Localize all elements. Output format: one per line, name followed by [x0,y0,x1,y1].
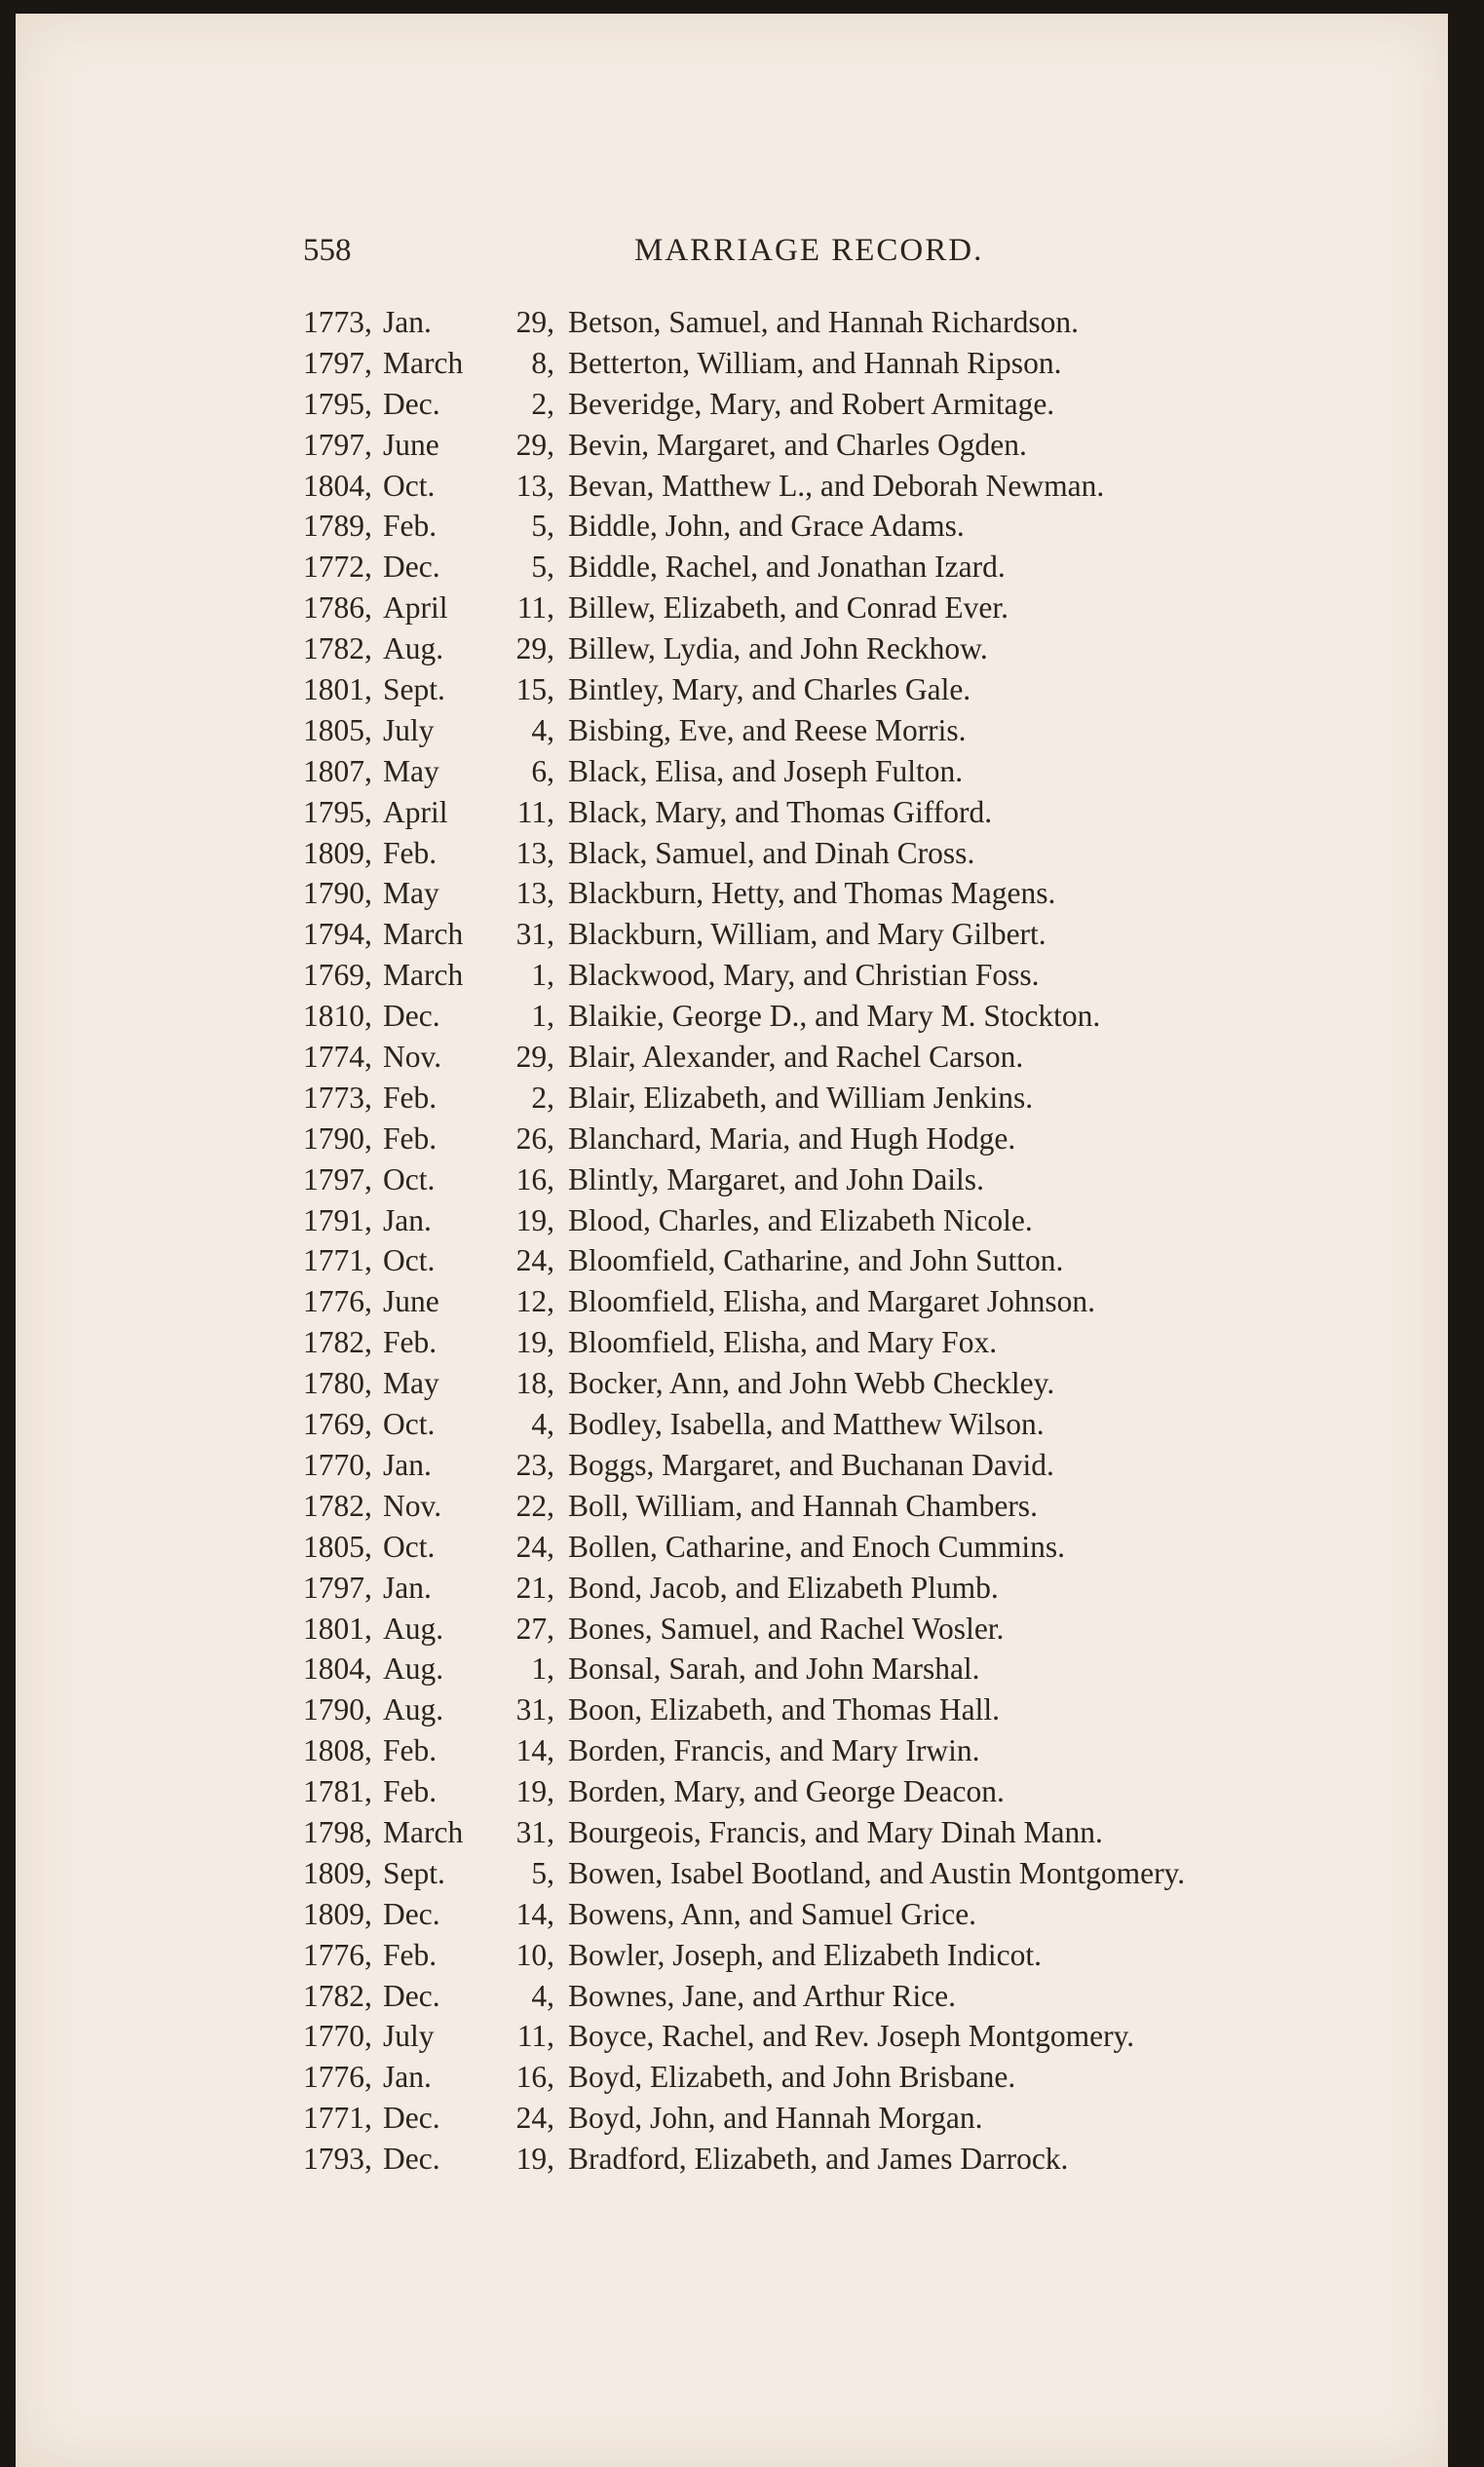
record-names: Bloomfield, Elisha, and Margaret Johnson. [568,1284,1095,1319]
record-month: March [383,917,464,952]
record-month: Oct. [383,1529,436,1564]
record-names: Boon, Elizabeth, and Thomas Hall. [568,1692,1000,1727]
record-day: 12, [515,1284,554,1319]
record-month: May [383,1366,439,1401]
record-year: 1801, [303,1611,372,1646]
record-names: Bonsal, Sarah, and John Marshal. [568,1651,980,1687]
record-day: 19, [515,2142,554,2177]
record-month: Dec. [383,550,440,585]
record-day: 26, [515,1120,554,1156]
record-year: 1807, [303,753,372,788]
record-names: Blanchard, Maria, and Hugh Hodge. [568,1120,1016,1156]
record-names: Boyd, Elizabeth, and John Brisbane. [568,2060,1016,2095]
record-day: 15, [515,672,554,707]
record-names: Boyd, John, and Hannah Morgan. [568,2101,983,2136]
record-year: 1782, [303,631,372,666]
record-year: 1776, [303,1284,372,1319]
record-month: April [383,794,448,829]
record-names: Blackburn, William, and Mary Gilbert. [568,917,1046,952]
record-names: Billew, Elizabeth, and Conrad Ever. [568,590,1008,626]
record-year: 1773, [303,305,372,339]
record-month: Dec. [383,2101,440,2136]
record-year: 1790, [303,876,372,911]
record-names: Biddle, John, and Grace Adams. [568,509,965,544]
record-names: Black, Elisa, and Joseph Fulton. [568,753,964,788]
record-day: 4, [531,712,554,747]
record-day: 19, [515,1202,554,1237]
record-day: 2, [531,1080,554,1115]
record-year: 1770, [303,2019,372,2054]
record-month: Dec. [383,1978,440,2013]
record-year: 1786, [303,590,372,626]
record-day: 16, [515,2060,554,2095]
record-month: Dec. [383,1896,440,1931]
record-month: Aug. [383,1692,444,1727]
record-day: 1, [531,1651,554,1687]
record-names: Bond, Jacob, and Elizabeth Plumb. [568,1570,999,1605]
record-names: Blair, Elizabeth, and William Jenkins. [568,1080,1034,1115]
record-year: 1774, [303,1040,372,1075]
record-month: July [383,2019,435,2054]
record-day: 5, [531,509,554,544]
record-year: 1790, [303,1120,372,1156]
record-month: March [383,958,464,993]
record-month: Sept. [383,672,445,707]
record-month: Feb. [383,835,438,870]
record-names: Borden, Mary, and George Deacon. [568,1774,1005,1809]
record-names: Bones, Samuel, and Rachel Wosler. [568,1611,1005,1646]
record-year: 1780, [303,1366,372,1401]
record-year: 1769, [303,1407,372,1442]
record-month: Feb. [383,1774,438,1809]
record-year: 1781, [303,1774,372,1809]
record-names: Boyce, Rachel, and Rev. Joseph Montgomery. [568,2019,1135,2054]
record-day: 22, [515,1488,554,1523]
record-year: 1771, [303,2101,372,2136]
record-month: Dec. [383,999,440,1034]
record-month: Aug. [383,1611,444,1646]
record-day: 11, [516,2019,554,2054]
record-day: 11, [516,794,554,829]
record-names: Bowens, Ann, and Samuel Grice. [568,1896,977,1931]
record-year: 1770, [303,1447,372,1482]
record-month: Oct. [383,1407,436,1442]
record-year: 1809, [303,835,372,870]
record-day: 31, [515,917,554,952]
record-year: 1798, [303,1814,372,1849]
record-names: Bourgeois, Francis, and Mary Dinah Mann. [568,1814,1103,1849]
record-month: July [383,712,435,747]
record-year: 1791, [303,1202,372,1237]
record-names: Boll, William, and Hannah Chambers. [568,1488,1038,1523]
record-month: Oct. [383,1243,436,1278]
record-month: Oct. [383,1161,436,1196]
record-year: 1782, [303,1488,372,1523]
record-month: Nov. [383,1040,442,1075]
record-day: 5, [531,1855,554,1890]
record-month: Oct. [383,468,436,503]
record-month: April [383,590,448,626]
record-day: 31, [515,1814,554,1849]
record-names: Blair, Alexander, and Rachel Carson. [568,1040,1024,1075]
record-names: Borden, Francis, and Mary Irwin. [568,1733,980,1768]
record-names: Beveridge, Mary, and Robert Armitage. [568,386,1055,421]
record-year: 1804, [303,468,372,503]
record-month: Feb. [383,509,438,544]
record-names: Bloomfield, Elisha, and Mary Fox. [568,1325,998,1360]
record-month: Aug. [383,631,444,666]
record-year: 1772, [303,550,372,585]
record-month: May [383,876,439,911]
record-year: 1795, [303,386,372,421]
record-month: Aug. [383,1651,444,1687]
record-day: 14, [515,1733,554,1768]
record-names: Bloomfield, Catharine, and John Sutton. [568,1243,1064,1278]
record-month: Jan. [383,2060,432,2095]
page-header [303,233,1073,276]
record-day: 29, [515,1040,554,1075]
record-year: 1795, [303,794,372,829]
record-day: 19, [515,1325,554,1360]
record-year: 1769, [303,958,372,993]
record-year: 1801, [303,672,372,707]
record-year: 1804, [303,1651,372,1687]
record-month: Jan. [383,1202,432,1237]
record-day: 29, [515,305,554,339]
page-number: 558 [303,233,352,268]
record-year: 1797, [303,1161,372,1196]
record-year: 1776, [303,2060,372,2095]
record-year: 1797, [303,427,372,462]
record-names: Biddle, Rachel, and Jonathan Izard. [568,550,1006,585]
record-day: 18, [515,1366,554,1401]
record-year: 1794, [303,917,372,952]
record-day: 13, [515,835,554,870]
record-day: 24, [515,1243,554,1278]
record-day: 23, [515,1447,554,1482]
record-names: Betterton, William, and Hannah Ripson. [568,345,1062,380]
record-year: 1771, [303,1243,372,1278]
record-year: 1793, [303,2142,372,2177]
record-month: June [383,1284,439,1319]
record-names: Blackburn, Hetty, and Thomas Magens. [568,876,1056,911]
record-names: Bintley, Mary, and Charles Gale. [568,672,971,707]
record-day: 24, [515,2101,554,2136]
record-day: 4, [531,1407,554,1442]
record-names: Betson, Samuel, and Hannah Richardson. [568,305,1080,339]
record-names: Blood, Charles, and Elizabeth Nicole. [568,1202,1033,1237]
record-day: 13, [515,468,554,503]
record-day: 29, [515,427,554,462]
record-day: 13, [515,876,554,911]
record-month: Dec. [383,386,440,421]
record-day: 5, [531,550,554,585]
record-names: Boggs, Margaret, and Buchanan David. [568,1447,1054,1482]
record-day: 10, [515,1937,554,1972]
record-day: 2, [531,386,554,421]
book-page [16,14,1448,2467]
record-year: 1808, [303,1733,372,1768]
record-names: Bowler, Joseph, and Elizabeth Indicot. [568,1937,1042,1972]
record-month: Jan. [383,305,432,339]
record-year: 1773, [303,1080,372,1115]
record-year: 1797, [303,345,372,380]
record-month: Feb. [383,1325,438,1360]
record-day: 31, [515,1692,554,1727]
record-year: 1810, [303,999,372,1034]
record-year: 1809, [303,1896,372,1931]
record-names: Blackwood, Mary, and Christian Foss. [568,958,1040,993]
running-title: MARRIAGE RECORD. [634,233,984,268]
record-day: 19, [515,1774,554,1809]
record-day: 14, [515,1896,554,1931]
record-names: Bocker, Ann, and John Webb Checkley. [568,1366,1055,1401]
record-year: 1782, [303,1978,372,2013]
record-day: 4, [531,1978,554,2013]
record-month: Feb. [383,1733,438,1768]
record-year: 1805, [303,1529,372,1564]
record-names: Black, Samuel, and Dinah Cross. [568,835,975,870]
record-day: 1, [531,958,554,993]
record-month: March [383,345,464,380]
record-names: Billew, Lydia, and John Reckhow. [568,631,988,666]
record-names: Bollen, Catharine, and Enoch Cummins. [568,1529,1066,1564]
record-month: Feb. [383,1120,438,1156]
record-day: 21, [515,1570,554,1605]
record-year: 1776, [303,1937,372,1972]
record-month: Jan. [383,1570,432,1605]
record-names: Bodley, Isabella, and Matthew Wilson. [568,1407,1045,1442]
record-names: Blintly, Margaret, and John Dails. [568,1161,984,1196]
record-year: 1789, [303,509,372,544]
record-month: Feb. [383,1080,438,1115]
record-day: 24, [515,1529,554,1564]
record-names: Black, Mary, and Thomas Gifford. [568,794,993,829]
record-year: 1805, [303,712,372,747]
record-month: June [383,427,439,462]
record-year: 1790, [303,1692,372,1727]
record-month: March [383,1814,464,1849]
record-month: Jan. [383,1447,432,1482]
record-names: Bowen, Isabel Bootland, and Austin Montgomery. [568,1855,1186,1890]
record-month: May [383,753,439,788]
record-names: Bradford, Elizabeth, and James Darrock. [568,2142,1069,2177]
record-day: 16, [515,1161,554,1196]
record-day: 1, [531,999,554,1034]
record-day: 6, [531,753,554,788]
record-names: Bevin, Margaret, and Charles Ogden. [568,427,1027,462]
record-day: 27, [515,1611,554,1646]
record-month: Dec. [383,2142,440,2177]
record-month: Feb. [383,1937,438,1972]
record-names: Bisbing, Eve, and Reese Morris. [568,712,967,747]
record-names: Bownes, Jane, and Arthur Rice. [568,1978,957,2013]
record-year: 1797, [303,1570,372,1605]
record-month: Sept. [383,1855,445,1890]
record-month: Nov. [383,1488,442,1523]
record-year: 1809, [303,1855,372,1890]
record-names: Bevan, Matthew L., and Deborah Newman. [568,468,1105,503]
record-names: Blaikie, George D., and Mary M. Stockton. [568,999,1101,1034]
record-day: 11, [516,590,554,626]
record-day: 29, [515,631,554,666]
record-year: 1782, [303,1325,372,1360]
record-day: 8, [531,345,554,380]
